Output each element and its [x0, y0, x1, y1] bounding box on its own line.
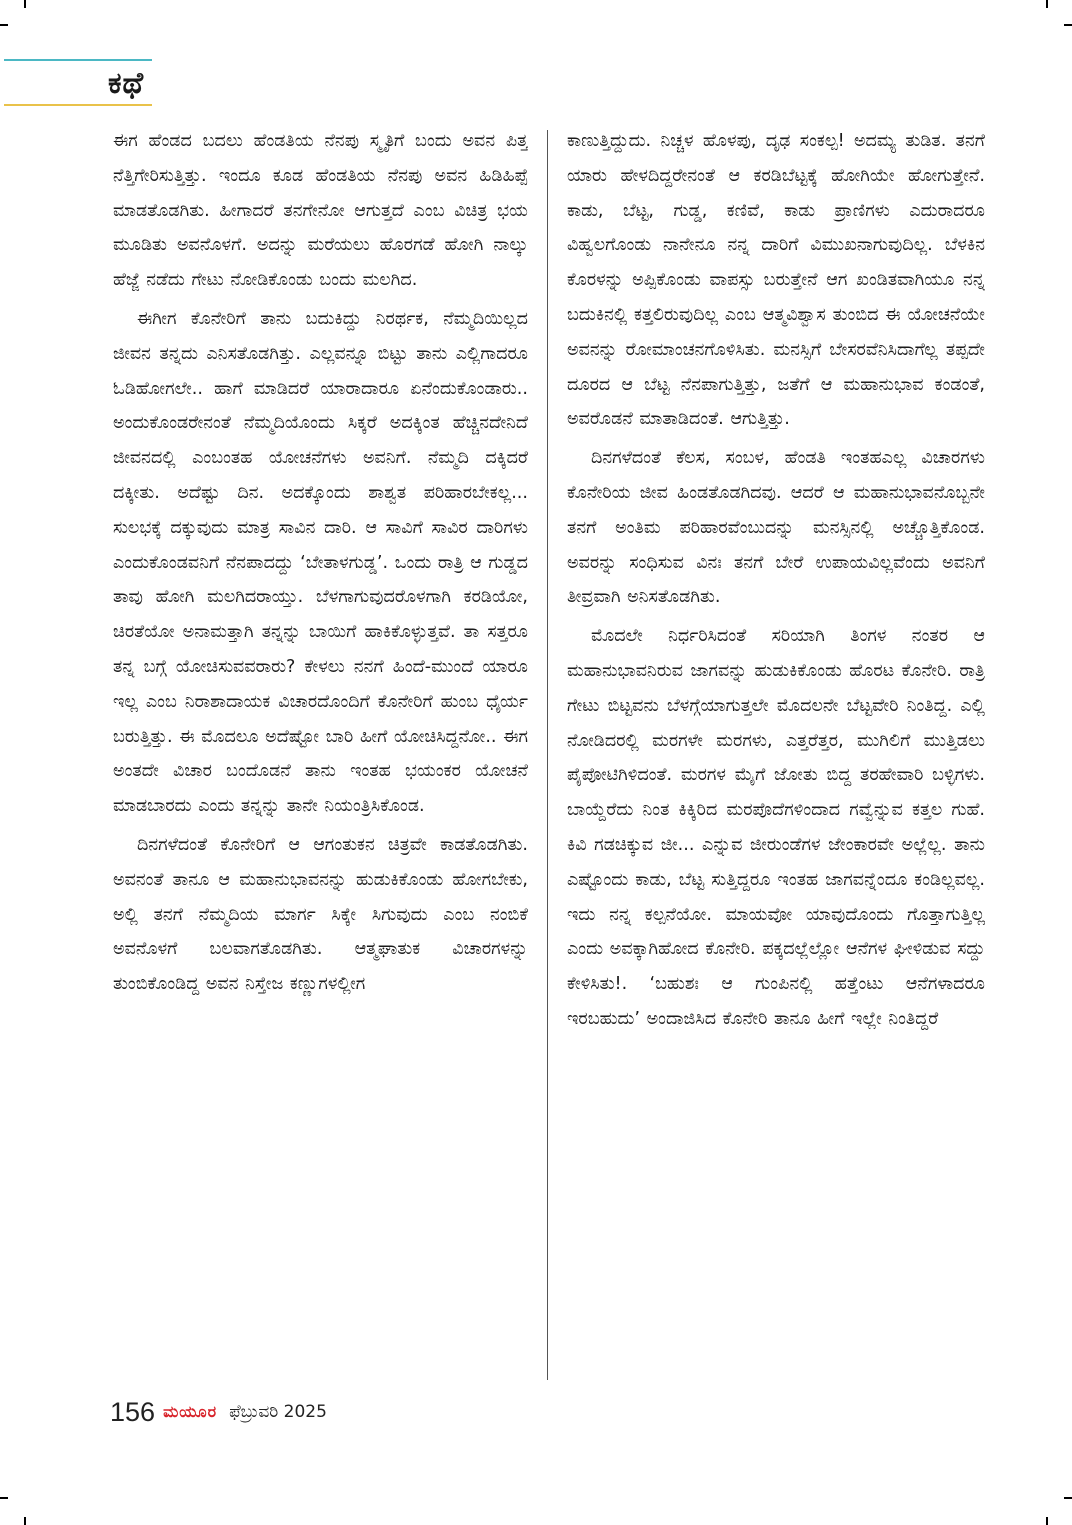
- crop-mark: [0, 24, 8, 26]
- magazine-logo: ಮಯೂರ: [163, 1402, 218, 1421]
- paragraph: ಈಗೀಗ ಕೊನೇರಿಗೆ ತಾನು ಬದುಕಿದ್ದು ನಿರರ್ಥಕ, ನೆಮ್ಮದಿಯಿಲ್ಲದ ಜೀವನ ತನ್ನದು ಎನಿಸತೊಡಗಿತ್ತು. ಎಲ್ಲವನ್ನೂ ಬಿಟ್ಟು ತಾನು ಎಲ್ಲಿಗಾದರೂ ಓಡಿಹೋಗಲೇ.. ಹಾಗೆ ಮಾಡಿದರೆ ಯಾರಾದಾರೂ ಏನೆಂದುಕೊಂಡಾರು.. ಅಂದುಕೊಂಡರೇನಂತೆ ನೆಮ್ಮದಿಯೊಂದು ಸಿಕ್ಕರೆ ಅದಕ್ಕಿಂತ ಹೆಚ್ಚಿನದೇನಿದೆ ಜೀವನದಲ್ಲಿ ಎಂಬಂತಹ ಯೋಚನೆಗಳು ಅವನಿಗೆ. ನೆಮ್ಮದಿ ದಕ್ಕಿದರೆ ದಕ್ಕೀತು. ಅದೆಷ್ಟು ದಿನ. ಅದಕ್ಕೊಂದು ಶಾಶ್ವತ ಪರಿಹಾರಬೇಕಲ್ಲ... ಸುಲಭಕ್ಕೆ ದಕ್ಕುವುದು ಮಾತ್ರ ಸಾವಿನ ದಾರಿ. ಆ ಸಾವಿಗೆ ಸಾವಿರ ದಾರಿಗಳು ಎಂದುಕೊಂಡವನಿಗೆ ನೆನಪಾದದ್ದು ‘ಬೇತಾಳಗುಡ್ಡ’. ಒಂದು ರಾತ್ರಿ ಆ ಗುಡ್ಡದ ತಾವು ಹೋಗಿ ಮಲಗಿದರಾಯ್ತು. ಬೆಳಗಾಗುವುದರೊಳಗಾಗಿ ಕರಡಿಯೋ, ಚಿರತೆಯೋ ಅನಾಮತ್ತಾಗಿ ತನ್ನನ್ನು ಬಾಯಿಗೆ ಹಾಕಿಕೊಳ್ಳುತ್ತವೆ. ತಾ ಸತ್ತರೂ ತನ್ನ ಬಗ್ಗೆ ಯೋಚಿಸುವವರಾರು? ಕೇಳಲು ನನಗೆ ಹಿಂದೆ-ಮುಂದೆ ಯಾರೂ ಇಲ್ಲ ಎಂಬ ನಿರಾಶಾದಾಯಕ ವಿಚಾರದೊಂದಿಗೆ ಕೊನೇರಿಗೆ ಹುಂಬ ಧೈರ್ಯ ಬರುತ್ತಿತ್ತು. ಈ ಮೊದಲೂ ಅದೆಷ್ಟೋ ಬಾರಿ ಹೀಗೆ ಯೋಚಿಸಿದ್ದನೋ.. ಈಗ ಅಂತದೇ ವಿಚಾರ ಬಂದೊಡನೆ ತಾನು ಇಂತಹ ಭಯಂಕರ ಯೋಚನೆ ಮಾಡಬಾರದು ಎಂದು ತನ್ನನ್ನು ತಾನೇ ನಿಯಂತ್ರಿಸಿಕೊಂಡ.: [113, 308, 528, 817]
- section-title: ಕಥೆ: [108, 66, 145, 101]
- crop-mark: [1046, 0, 1048, 8]
- page-footer: [110, 1392, 327, 1432]
- crop-mark: [24, 0, 26, 8]
- paragraph: ಮೊದಲೇ ನಿರ್ಧರಿಸಿದಂತೆ ಸರಿಯಾಗಿ ತಿಂಗಳ ನಂತರ ಆ ಮಹಾನುಭಾವನಿರುವ ಜಾಗವನ್ನು ಹುಡುಕಿಕೊಂಡು ಹೊರಟ ಕೊನೇರಿ. ರಾತ್ರಿ ಗೇಟು ಬಿಟ್ಟವನು ಬೆಳಗ್ಗೆಯಾಗುತ್ತಲೇ ಮೊದಲನೇ ಬೆಟ್ಟವೇರಿ ನಿಂತಿದ್ದ. ಎಲ್ಲಿ ನೋಡಿದರಲ್ಲಿ ಮರಗಳೇ ಮರಗಳು, ಎತ್ತರೆತ್ತರ, ಮುಗಿಲಿಗೆ ಮುತ್ತಿಡಲು ಪೈಪೋಟಿಗಿಳಿದಂತೆ. ಮರಗಳ ಮೈಗೆ ಜೋತು ಬಿದ್ದ ತರಹೇವಾರಿ ಬಳ್ಳಿಗಳು. ಬಾಯ್ದೆರೆದು ನಿಂತ ಕಿಕ್ಕಿರಿದ ಮರಪೊದೆಗಳಿಂದಾದ ಗವ್ವೆನ್ನುವ ಕತ್ತಲ ಗುಹೆ. ಕಿವಿ ಗಡಚಿಕ್ಕುವ ಜೀ... ಎನ್ನುವ ಜೀರುಂಡೆಗಳ ಜೇಂಕಾರವೇ ಅಲ್ಲೆಲ್ಲ. ತಾನು ಎಷ್ಟೊಂದು ಕಾಡು, ಬೆಟ್ಟ ಸುತ್ತಿದ್ದರೂ ಇಂತಹ ಜಾಗವನ್ನೆಂದೂ ಕಂಡಿಲ್ಲವಲ್ಲ. ಇದು ನನ್ನ ಕಲ್ಪನೆಯೋ. ಮಾಯವೋ ಯಾವುದೊಂದು ಗೊತ್ತಾಗುತ್ತಿಲ್ಲ ಎಂದು ಅವಕ್ಕಾಗಿಹೋದ ಕೊನೇರಿ. ಪಕ್ಕದಲ್ಲೆಲ್ಲೋ ಆನೆಗಳ ಘೀಳಿಡುವ ಸದ್ದು ಕೇಳಿಸಿತು!. ‘ಬಹುಶಃ ಆ ಗುಂಪಿನಲ್ಲಿ ಹತ್ತೆಂಟು ಆನೆಗಳಾದರೂ ಇರಬಹುದು’ ಅಂದಾಜಿಸಿದ ಕೊನೇರಿ ತಾನೂ ಹೀಗೆ ಇಲ್ಲೇ ನಿಂತಿದ್ದರೆ: [567, 626, 985, 1029]
- crop-mark: [0, 1497, 8, 1499]
- paragraph: ದಿನಗಳೆದಂತೆ ಕೊನೇರಿಗೆ ಆ ಆಗಂತುಕನ ಚಿತ್ರವೇ ಕಾಡತೊಡಗಿತು. ಅವನಂತೆ ತಾನೂ ಆ ಮಹಾನುಭಾವನನ್ನು ಹುಡುಕಿಕೊಂಡು ಹೋಗಬೇಕು, ಅಲ್ಲಿ ತನಗೆ ನೆಮ್ಮದಿಯ ಮಾರ್ಗ ಸಿಕ್ಕೇ ಸಿಗುವುದು ಎಂಬ ನಂಬಿಕೆ ಅವನೊಳಗೆ ಬಲವಾಗತೊಡಗಿತು. ಆತ್ಮಘಾತುಕ ವಿಚಾರಗಳನ್ನು ತುಂಬಿಕೊಂಡಿದ್ದ ಅವನ ನಿಸ್ತೇಜ ಕಣ್ಣುಗಳಲ್ಲೀಗ: [113, 834, 528, 995]
- header-rule-teal: [4, 59, 152, 61]
- article-column-right: [567, 124, 985, 1376]
- crop-mark: [1064, 1497, 1072, 1499]
- header-rule-gold: [4, 104, 152, 106]
- paragraph: ಈಗ ಹೆಂಡದ ಬದಲು ಹೆಂಡತಿಯ ನೆನಪು ಸ್ಮೃತಿಗೆ ಬಂದು ಅವನ ಪಿತ್ತ ನೆತ್ತಿಗೇರಿಸುತ್ತಿತ್ತು. ಇಂದೂ ಕೂಡ ಹೆಂಡತಿಯ ನೆನಪು ಅವನ ಹಿಡಿಹಿಪ್ಪೆ ಮಾಡತೊಡಗಿತು. ಹೀಗಾದರೆ ತನಗೇನೋ ಆಗುತ್ತದೆ ಎಂಬ ವಿಚಿತ್ರ ಭಯ ಮೂಡಿತು ಅವನೊಳಗೆ. ಅದನ್ನು ಮರೆಯಲು ಹೊರಗಡೆ ಹೋಗಿ ನಾಲ್ಕು ಹೆಜ್ಜೆ ನಡೆದು ಗೇಟು ನೋಡಿಕೊಂಡು ಬಂದು ಮಲಗಿದ.: [113, 131, 528, 291]
- page-number: 156: [110, 1396, 156, 1427]
- paragraph: ದಿನಗಳೆದಂತೆ ಕೆಲಸ, ಸಂಬಳ, ಹೆಂಡತಿ ಇಂತಹಎಲ್ಲ ವಿಚಾರಗಳು ಕೊನೇರಿಯ ಜೀವ ಹಿಂಡತೊಡಗಿದವು. ಆದರೆ ಆ ಮಹಾನುಭಾವನೊಬ್ಬನೇ ತನಗೆ ಅಂತಿಮ ಪರಿಹಾರವೆಂಬುದನ್ನು ಮನಸ್ಸಿನಲ್ಲಿ ಅಚ್ಚೊತ್ತಿಕೊಂಡ. ಅವರನ್ನು ಸಂಧಿಸುವ ವಿನಃ ತನಗೆ ಬೇರೆ ಉಪಾಯವಿಲ್ಲವೆಂದು ಅವನಿಗೆ ತೀವ್ರವಾಗಿ ಅನಿಸತೊಡಗಿತು.: [567, 448, 985, 608]
- column-divider: [547, 130, 548, 1380]
- issue-date: ಫೆಬ್ರುವರಿ 2025: [229, 1402, 327, 1422]
- article-column-left: [113, 124, 528, 1376]
- crop-mark: [24, 1517, 26, 1525]
- crop-mark: [1046, 1517, 1048, 1525]
- crop-mark: [1064, 24, 1072, 26]
- paragraph: ಕಾಣುತ್ತಿದ್ದುದು. ನಿಚ್ಚಳ ಹೊಳಪು, ದೃಢ ಸಂಕಲ್ಪ! ಅದಮ್ಯ ತುಡಿತ. ತನಗೆ ಯಾರು ಹೇಳದಿದ್ದರೇನಂತೆ ಆ ಕರಡಿಬೆಟ್ಟಕ್ಕೆ ಹೋಗಿಯೇ ಹೋಗುತ್ತೇನೆ. ಕಾಡು, ಬೆಟ್ಟ, ಗುಡ್ಡ, ಕಣಿವೆ, ಕಾಡು ಪ್ರಾಣಿಗಳು ಎದುರಾದರೂ ವಿಹ್ವಲಗೊಂಡು ನಾನೇನೂ ನನ್ನ ದಾರಿಗೆ ವಿಮುಖನಾಗುವುದಿಲ್ಲ. ಬೆಳಕಿನ ಕೊರಳನ್ನು ಅಪ್ಪಿಕೊಂಡು ವಾಪಸ್ಸು ಬರುತ್ತೇನೆ ಆಗ ಖಂಡಿತವಾಗಿಯೂ ನನ್ನ ಬದುಕಿನಲ್ಲಿ ಕತ್ತಲಿರುವುದಿಲ್ಲ ಎಂಬ ಆತ್ಮವಿಶ್ವಾಸ ತುಂಬಿದ ಈ ಯೋಚನೆಯೇ ಅವನನ್ನು ರೋಮಾಂಚನಗೊಳಿಸಿತು. ಮನಸ್ಸಿಗೆ ಬೇಸರವೆನಿಸಿದಾಗೆಲ್ಲ ತಪ್ಪದೇ ದೂರದ ಆ ಬೆಟ್ಟ ನೆನಪಾಗುತ್ತಿತ್ತು, ಜತೆಗೆ ಆ ಮಹಾನುಭಾವ ಕಂಡಂತೆ, ಅವರೊಡನೆ ಮಾತಾಡಿದಂತೆ. ಆಗುತ್ತಿತ್ತು.: [567, 131, 985, 430]
